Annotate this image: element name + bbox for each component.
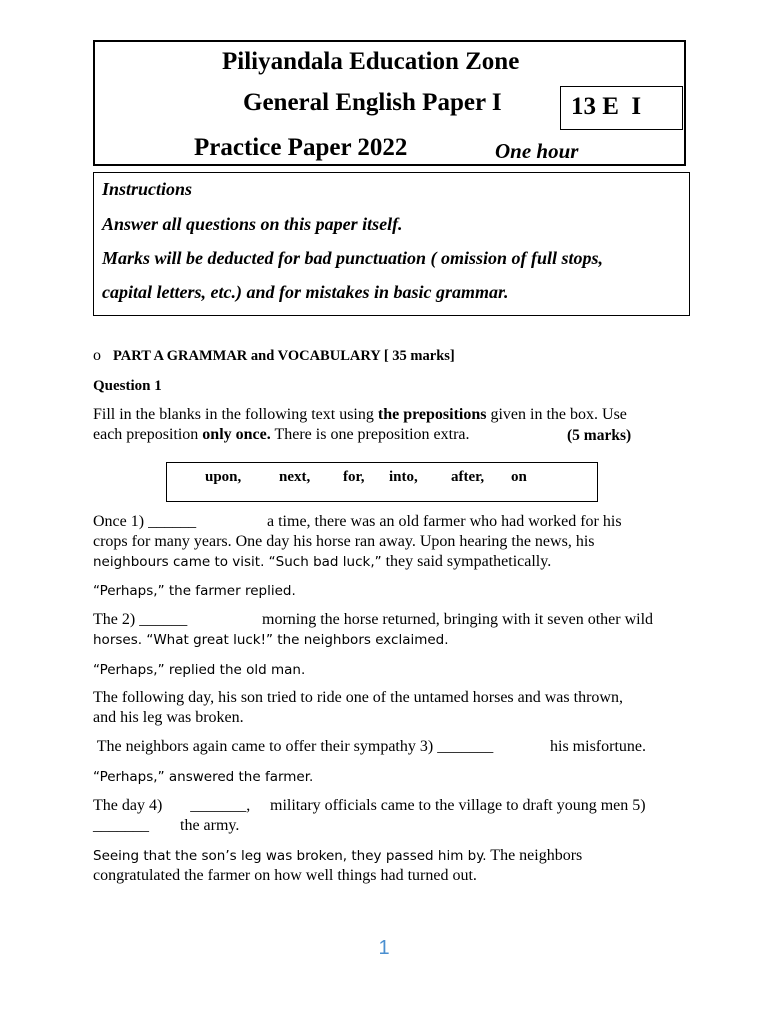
passage-text: The neighbors [486, 847, 583, 864]
passage-text: The following day, his son tried to ride one of the untamed horses and was thrown, [93, 689, 623, 706]
preposition-item: on [511, 469, 527, 485]
passage-text: they said sympathetically. [381, 553, 552, 570]
passage-text: crops for many years. One day his horse ran away. Upon hearing the news, his [93, 533, 595, 550]
question-label: Question 1 [93, 378, 162, 394]
bullet-icon: o [93, 347, 101, 364]
intro-text: Fill in the blanks in the following text using [93, 406, 378, 423]
zone-title: Piliyandala Education Zone [222, 48, 520, 75]
passage-text: “Perhaps,” replied the old man. [93, 662, 306, 678]
preposition-item: for, [343, 469, 365, 485]
passage-line [93, 553, 551, 571]
instruction-line: Answer all questions on this paper itself. [102, 214, 403, 234]
duration: One hour [495, 139, 579, 163]
preposition-item: upon, [205, 469, 242, 485]
intro-bold: only once. [202, 426, 271, 443]
preposition-item: into, [389, 469, 418, 485]
passage-text: his misfortune. [550, 738, 646, 755]
intro-text: given in the box. Use each preposition [93, 406, 627, 443]
practice-title: Practice Paper 2022 [194, 134, 408, 161]
passage-blank-2: The 2) ______ [93, 611, 188, 628]
passage-text: Seeing that the son’s leg was broken, they passed him by. [93, 848, 487, 864]
question-marks: (5 marks) [567, 427, 632, 444]
intro-bold: the prepositions [377, 406, 487, 423]
instructions-heading: Instructions [102, 179, 193, 199]
preposition-item: after, [451, 469, 485, 485]
instruction-line: Marks will be deducted for bad punctuation ( omission of full stops, [102, 248, 604, 268]
instruction-line: capital letters, etc.) and for mistakes in basic grammar. [102, 282, 509, 302]
passage-text: “Perhaps,” answered the farmer. [93, 769, 314, 785]
prepositions-box [166, 462, 598, 502]
passage-text: congratulated the farmer on how well things had turned out. [93, 867, 477, 884]
passage-text: a time, there was an old farmer who had worked for his [267, 513, 622, 530]
instructions-box [93, 172, 690, 316]
passage-text: neighbours came to visit. “Such bad luck,” [93, 554, 382, 570]
paper-title: General English Paper I [243, 89, 502, 116]
passage-blank-5: _______ [93, 817, 149, 834]
intro-text: There is one preposition extra. [270, 426, 470, 443]
passage-text: and his leg was broken. [93, 709, 244, 726]
passage-blank-3: The neighbors again came to offer their sympathy 3) _______ [93, 738, 494, 755]
paper-code: 13 E I [560, 86, 683, 130]
passage-text: morning the horse returned, bringing with it seven other wild [262, 611, 654, 628]
preposition-item: next, [279, 469, 311, 485]
page-number: 1 [378, 937, 390, 959]
passage-text: the army. [180, 817, 240, 834]
passage-text: military officials came to the village to draft young men 5) [270, 797, 646, 814]
passage-blank-1: Once 1) ______ [93, 513, 197, 530]
part-a-title: PART A GRAMMAR and VOCABULARY [ 35 marks] [113, 348, 455, 364]
part-a-heading [93, 346, 673, 366]
passage-line [93, 847, 582, 865]
passage-text: horses. “What great luck!” the neighbors exclaimed. [93, 632, 449, 648]
header-box [93, 40, 686, 166]
passage-text: “Perhaps,” the farmer replied. [93, 583, 296, 599]
passage-blank-4: The day 4) _______, [93, 797, 251, 814]
